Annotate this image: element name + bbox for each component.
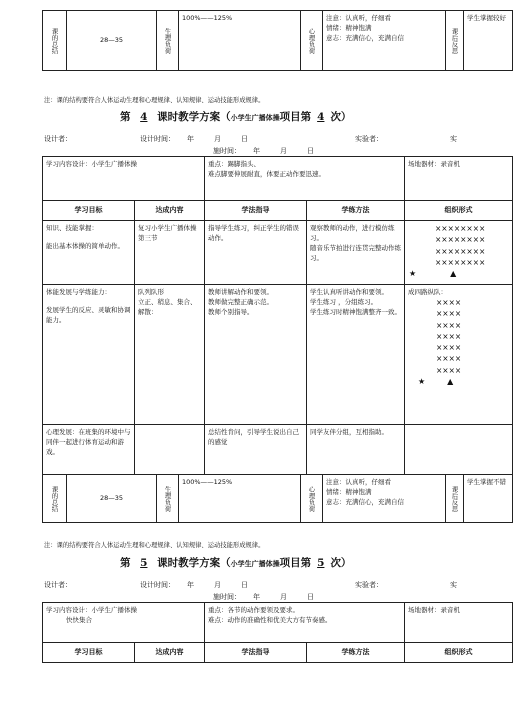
table-row: 体能发展与学练能力： 发展学生的反应、灵敏和协调能力。 队列队形 立正、稍息、集合、解散： 教师讲解动作和要领。 教师做完整正确示范。 教师个别指导。 学生认真听讲动作和要领。 学生练习 ，分组练习。 学生练习时精神饱满整齐一致。 成四路纵队： ×××× ×××× ×××× ×××× ×××× ×××× ×××× ★ ▲ xyxy=(43,285,513,425)
key-points: 重点：各节的动作要领及要求。 难点：动作的准确性和优美大方有节奏感。 xyxy=(205,603,405,643)
lesson-4-table xyxy=(42,156,513,475)
col-goal: 学习目标 xyxy=(43,201,135,221)
header-row xyxy=(43,201,513,221)
col-guide: 学法指导 xyxy=(205,201,307,221)
summary-table-top xyxy=(42,10,513,71)
triangle-icon: ▲ xyxy=(447,376,454,386)
col-org: 组织形式 xyxy=(405,201,513,221)
col-method: 学练方法 xyxy=(307,201,405,221)
formation-2: 成四路纵队： ×××× ×××× ×××× ×××× ×××× ×××× ×××× ★ ▲ xyxy=(405,285,513,425)
lesson-5-title: 第 5 课时教学方案（小学生广播体操项目第 5 次） xyxy=(120,557,352,569)
header-row: 学习目标 达成内容 学法指导 学练方法 组织形式 xyxy=(43,643,513,663)
col-content: 达成内容 xyxy=(135,201,205,221)
summary-time: 28—35 xyxy=(67,11,157,71)
lesson-4-meta: 设计者： xyxy=(44,135,72,143)
psych-lines: 注意：认真听，仔细看 情绪：精神饱满 意志：充满信心，充满自信 xyxy=(323,11,446,71)
summary-label: 课的总结 xyxy=(43,11,67,71)
lesson-4-summary: 课的总结 28—35 生理负荷 100%——125% 心理负荷 注意：认真听，仔细看 情绪：精神饱满 意志：充满信心，充满自信 课后反思 学生掌握不错 xyxy=(42,474,513,523)
teacher-star-icon: ★ xyxy=(409,269,417,278)
psych-load-label: 心理负荷 xyxy=(301,11,323,71)
triangle-icon: ▲ xyxy=(450,269,457,278)
note-2: 注：课的结构要符合人体运动生理和心理规律、认知规律、运动技能形成规律。 xyxy=(44,542,265,549)
lesson-5-table xyxy=(42,602,513,663)
lesson-4-title: 第 4 课时教学方案（小学生广播体操项目第 4 次） xyxy=(120,111,352,123)
phys-load-label: 生理负荷 xyxy=(157,11,179,71)
formation-1: ×××××××× ×××××××× ×××××××× ×××××××× ★ ▲ xyxy=(405,221,513,285)
venue: 场地器材：录音机 xyxy=(405,157,513,201)
reflect-label: 课后反思 xyxy=(446,11,464,71)
content-design: 学习内容设计：小学生广播体操 快快集合 xyxy=(43,603,205,643)
table-row: 知识、技能掌握： 能出基本体操的简单动作。 复习小学生广播体操第三节 指导学生练习，纠正学生的错误动作。 观察教师的动作，进行模仿练习。 随音乐节拍进行连贯完整动作练习。 ×××××××× ×××××××× ×××××××× ×××××××× ★ ▲ xyxy=(43,221,513,285)
table-row: 心理发展：在班集的环境中与同伴一起进行体育运动和游戏。 总结性肯问，引导学生说出自己的感觉 同学友伴分组，互相指助。 xyxy=(43,425,513,475)
content-design: 学习内容设计：小学生广播体操 xyxy=(43,157,205,201)
note-1: 注：课的结构要符合人体运动生理和心理规律、认知规律、运动技能形成规律。 xyxy=(44,97,265,104)
reflect-text: 学生掌握较好 xyxy=(464,11,513,71)
venue: 场地器材：录音机 xyxy=(405,603,513,643)
key-points: 重点：踢脚指头、 难点脚要伸展耐直，体要正动作要迅速。 xyxy=(205,157,405,201)
load-value: 100%——125% xyxy=(179,11,301,71)
teacher-star-icon: ★ xyxy=(418,376,426,386)
